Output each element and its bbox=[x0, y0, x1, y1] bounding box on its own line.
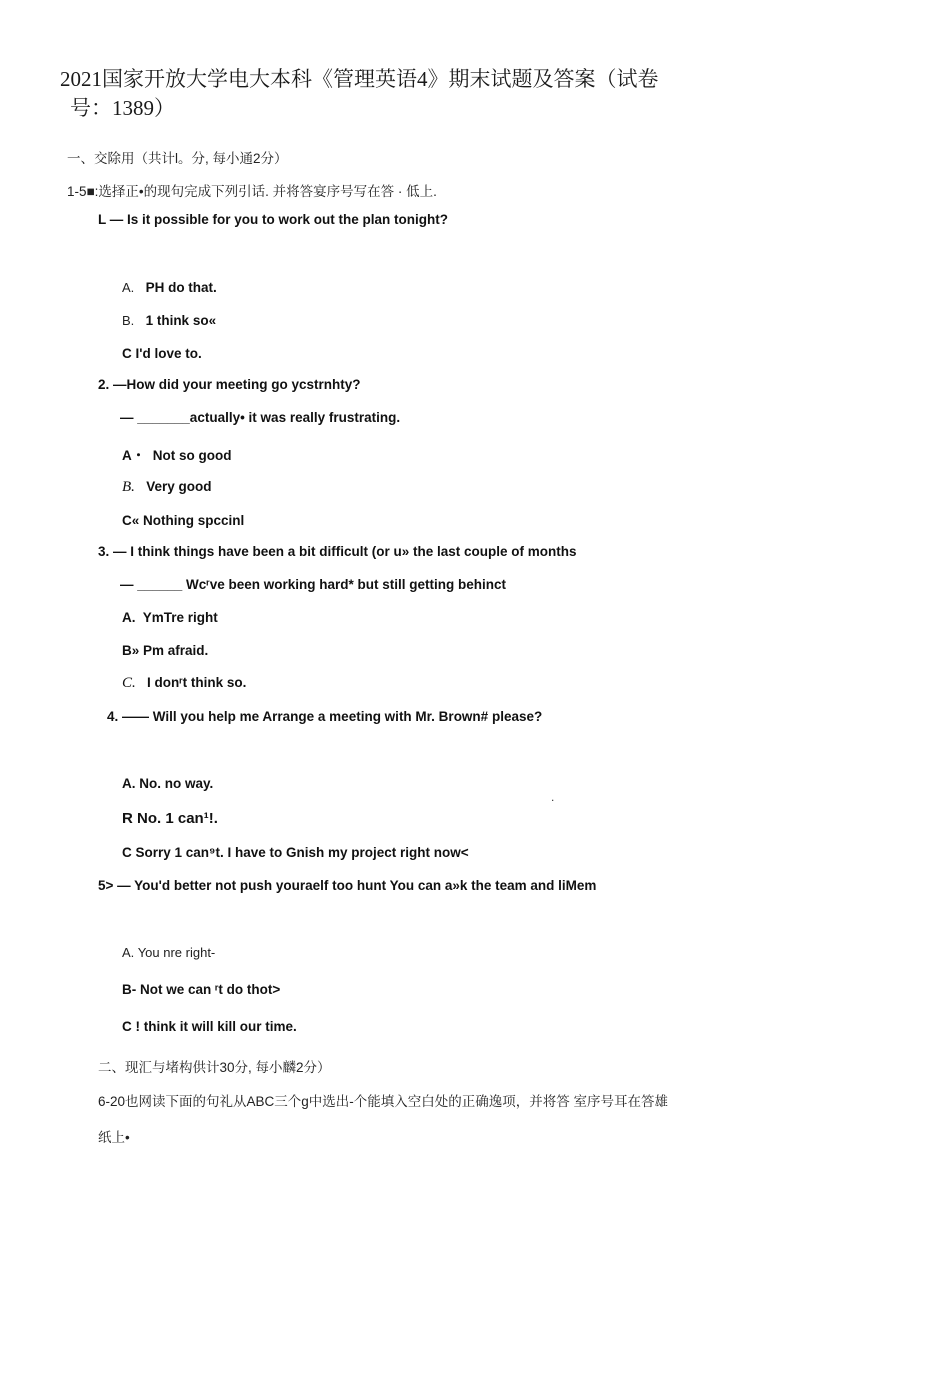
option-text: 1 think so« bbox=[145, 313, 217, 328]
option-text: No. 1 can¹!. bbox=[137, 810, 218, 827]
option-letter: C bbox=[122, 845, 132, 860]
option-text: I donʳt think so. bbox=[147, 675, 247, 690]
option-letter: A. bbox=[122, 280, 135, 295]
option-letter: A. bbox=[122, 945, 135, 960]
option-text: Not so good bbox=[152, 448, 232, 463]
option-text: Pm afraid. bbox=[143, 643, 209, 658]
option-text: I'd love to. bbox=[135, 346, 202, 361]
question-1-option-c bbox=[122, 346, 202, 361]
question-4-option-b bbox=[122, 810, 218, 827]
option-letter: B- bbox=[122, 982, 137, 997]
option-text: You nre right- bbox=[137, 945, 216, 960]
section1-instruction: 1-5■:选择正•的现句完成下列引话. 并将答宴序号写在答 · 低上. bbox=[67, 184, 437, 199]
question-5-stem: 5> — You'd better not push youraelf too hunt You can a»k the team and liMem bbox=[98, 878, 597, 893]
question-2-response: — _______actually• it was really frustrating. bbox=[120, 410, 401, 425]
option-letter: B. bbox=[122, 313, 135, 328]
question-4-option-c bbox=[122, 845, 469, 860]
question-1-stem: L — Is it possible for you to work out the plan tonight? bbox=[98, 212, 448, 227]
option-text: No. no way. bbox=[139, 776, 214, 791]
option-letter: R bbox=[122, 810, 133, 827]
option-text: Sorry 1 can⁹t. I have to Gnish my project right now< bbox=[135, 845, 469, 860]
section2-instruction-line1: 6-20也网读下面的句礼从ABC三个g中选出-个能填入空白处的正确逸项，并将答 室序号耳在答雄 bbox=[98, 1094, 669, 1109]
option-letter: C ! bbox=[122, 1019, 140, 1034]
question-1-option-b bbox=[122, 313, 216, 328]
section1-heading: 一、交除用（共计l。分, 每小通2分） bbox=[67, 151, 288, 166]
question-3-option-a bbox=[122, 610, 218, 625]
question-2-option-c bbox=[122, 513, 244, 528]
question-5-option-a bbox=[122, 945, 215, 960]
question-2-stem: 2. —How did your meeting go ycstrnhty? bbox=[98, 377, 361, 392]
option-text: think it will kill our time. bbox=[143, 1019, 297, 1034]
document-title-line2: 号：1389） bbox=[70, 96, 175, 120]
option-letter: C bbox=[122, 346, 132, 361]
option-letter: A. bbox=[122, 610, 136, 625]
question-3-option-c bbox=[122, 675, 246, 692]
option-letter: C« bbox=[122, 513, 140, 528]
option-letter: A・ bbox=[122, 448, 146, 463]
option-letter: A. bbox=[122, 776, 136, 791]
option-text: YmTre right bbox=[142, 610, 218, 625]
question-3-option-b bbox=[122, 643, 208, 658]
option-letter: B. bbox=[122, 479, 135, 495]
section2-heading: 二、现汇与堵构供计30分, 每小麟2分） bbox=[98, 1060, 331, 1075]
question-3-stem: 3. — I think things have been a bit difficult (or u» the last couple of months bbox=[98, 544, 577, 559]
document-title-line1: 2021国家开放大学电大本科《管理英语4》期末试题及答案（试卷 bbox=[60, 67, 659, 91]
question-4-option-a bbox=[122, 776, 213, 791]
option-text: Not we can ʳt do thot> bbox=[140, 982, 281, 997]
option-text: Nothing spccinl bbox=[143, 513, 245, 528]
question-1-option-a bbox=[122, 280, 217, 295]
stray-mark: . bbox=[551, 790, 555, 804]
option-text: PH do that. bbox=[145, 280, 217, 295]
option-letter: C. bbox=[122, 675, 136, 691]
question-4-stem: 4. —— Will you help me Arrange a meeting with Mr. Brown# please? bbox=[107, 709, 543, 724]
question-2-option-b bbox=[122, 479, 211, 496]
question-3-response: — ______ Wcʳve been working hard* but still getting behinct bbox=[120, 577, 506, 592]
option-letter: B» bbox=[122, 643, 140, 658]
question-2-option-a bbox=[122, 444, 232, 464]
option-text: Very good bbox=[146, 479, 212, 494]
question-5-option-c bbox=[122, 1019, 297, 1034]
section2-instruction-line2: 纸上• bbox=[98, 1130, 130, 1145]
question-5-option-b bbox=[122, 982, 280, 997]
